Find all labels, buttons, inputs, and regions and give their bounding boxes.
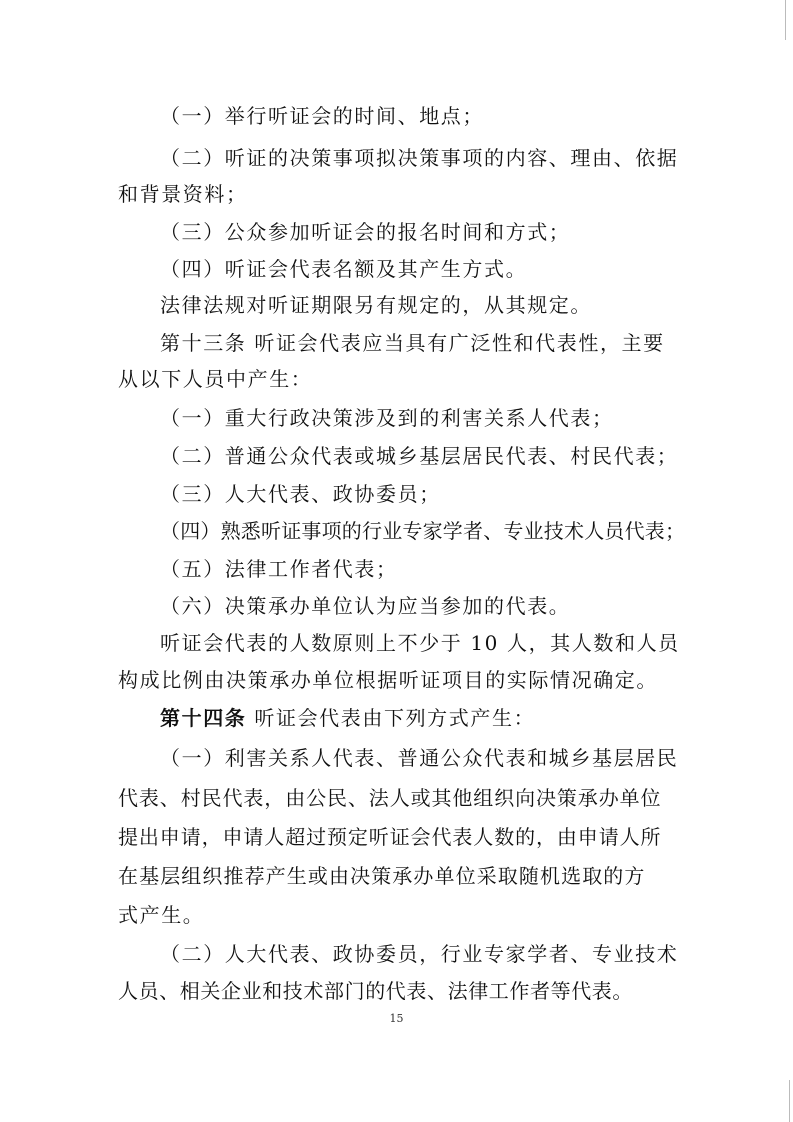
- page-number: 15: [389, 1012, 404, 1025]
- scan-edge-mark: [789, 1080, 790, 1122]
- text-line: （五）法律工作者代表；: [160, 557, 398, 581]
- text-line: （六）决策承办单位认为应当参加的代表。: [160, 594, 571, 618]
- text-line: 代表、村民代表，由公民、法人或其他组织向决策承办单位: [118, 786, 662, 810]
- article-heading-line: 第十三条 听证会代表应当具有广泛性和代表性，主要: [160, 331, 665, 355]
- text-line: （一）举行听证会的时间、地点；: [160, 104, 484, 128]
- text-line: （二）普通公众代表或城乡基层居民代表、村民代表；: [160, 444, 679, 468]
- text-line: （二）人大代表、政协委员，行业专家学者、专业技术: [160, 942, 679, 966]
- text-line: 和背景资料；: [118, 182, 248, 206]
- text-line: （一）重大行政决策涉及到的利害关系人代表；: [160, 406, 614, 430]
- text-line: 人员、相关企业和技术部门的代表、法律工作者等代表。: [118, 979, 633, 1003]
- text-line: 构成比例由决策承办单位根据听证项目的实际情况确定。: [118, 668, 658, 692]
- text-line: 从以下人员中产生：: [118, 367, 313, 391]
- article-heading-line: [160, 706, 663, 730]
- text-line: （四）听证会代表名额及其产生方式。: [160, 257, 528, 281]
- text-line: （四）熟悉听证事项的行业专家学者、专业技术人员代表；: [160, 519, 686, 543]
- article-number: 第十四条: [160, 706, 247, 730]
- text-line: （一）利害关系人代表、普通公众代表和城乡基层居民: [160, 746, 679, 770]
- text-line: （三）公众参加听证会的报名时间和方式；: [160, 220, 571, 244]
- text-line: （三）人大代表、政协委员；: [160, 482, 441, 506]
- text-line: 法律法规对听证期限另有规定的，从其规定。: [160, 293, 592, 317]
- scan-edge-mark: [785, 0, 786, 40]
- text-line: 提出申请，申请人超过预定听证会代表人数的，由申请人所: [118, 825, 662, 849]
- text-line: （二）听证的决策事项拟决策事项的内容、理由、依据: [160, 146, 679, 170]
- article-text: 听证会代表由下列方式产生：: [246, 706, 536, 730]
- text-line: 在基层组织推荐产生或由决策承办单位采取随机选取的方: [118, 864, 646, 888]
- text-line: 听证会代表的人数原则上不少于 10 人，其人数和人员: [160, 631, 680, 655]
- text-line: 式产生。: [118, 903, 205, 927]
